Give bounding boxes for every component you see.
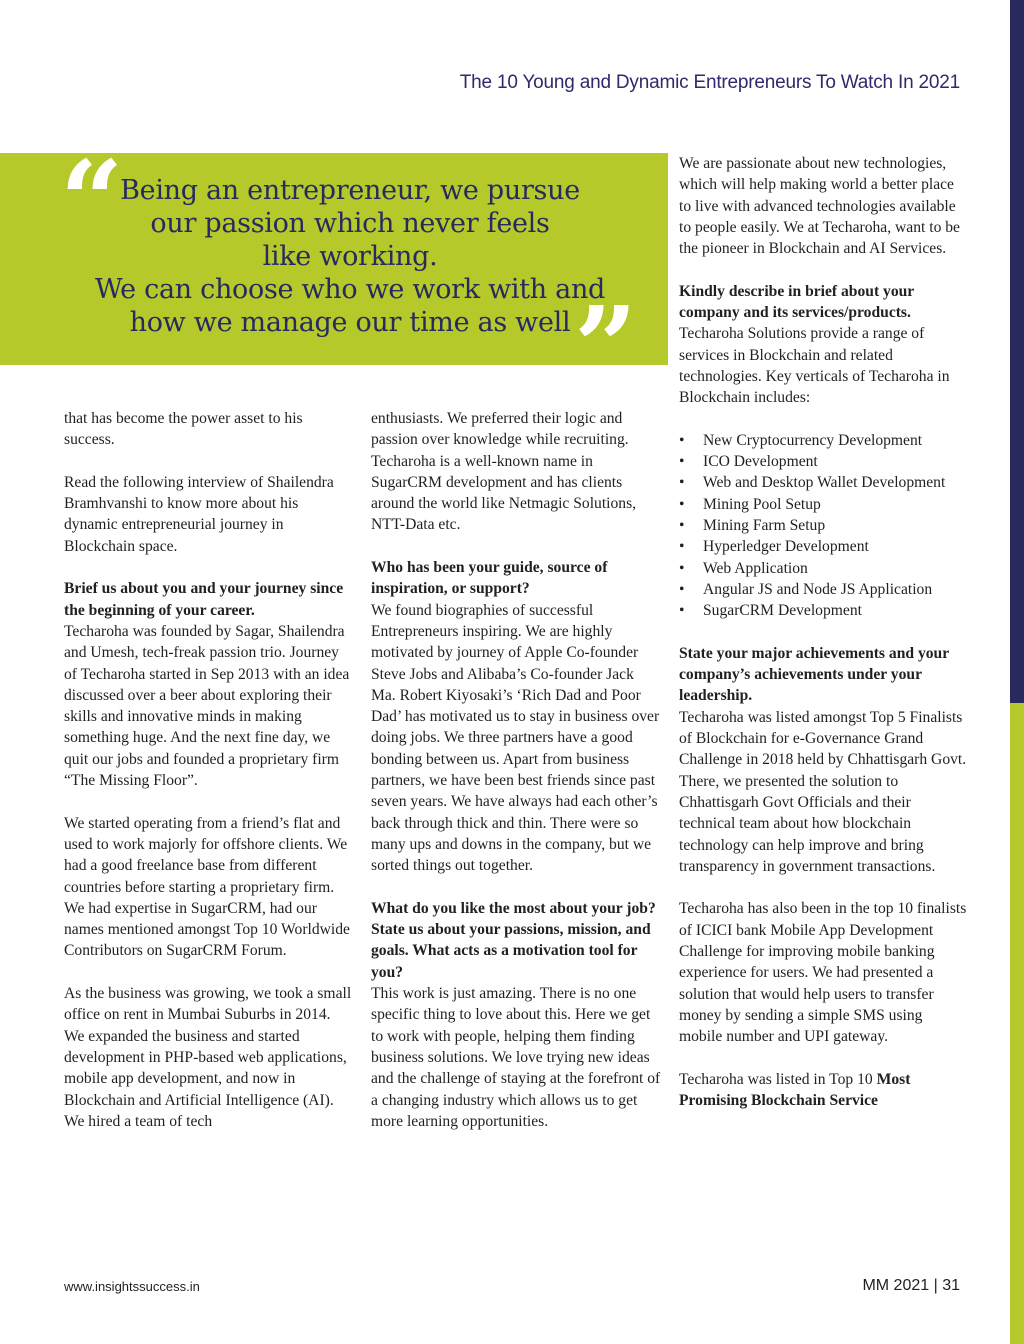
pull-quote-line: Being an entrepreneur, we pursue	[120, 175, 580, 206]
pull-quote-text	[90, 174, 610, 339]
list-item: • Web and Desktop Wallet Development	[679, 472, 969, 493]
interview-answer: We found biographies of successful Entrepreneurs inspiring. We are highly motivated by journey of Apple Co-founder Steve Jobs and Alibaba’s Co-founder Jack Ma. Robert Kiyosaki’s ‘Rich Dad and Poor Dad’ has motivated us to stay in business over doing jobs. We three partners have a good bonding between us. Apart from business partners, we have been best friends since past seven years. We have always had each other’s back through thick and thin. There were so many ups and downs in the company, but we sorted things out together.	[371, 601, 660, 875]
list-item: • Hyperledger Development	[679, 536, 969, 557]
interview-answer: Techaroha Solutions provide a range of services in Blockchain and related technologies. Key verticals of Techaroha in Blockchain includes:	[679, 325, 950, 407]
interview-answer: This work is just amazing. There is no one specific thing to love about this. Here we get to work with people, helping them finding business solutions. We love trying new ideas and the challenge of staying at the forefront of a changing industry which allows us to get more learning opportunities.	[371, 985, 661, 1130]
services-list	[679, 430, 969, 622]
interview-question: What do you like the most about your job? State us about your passions, mission, and goals. What acts as a motivation tool for you?	[371, 899, 656, 981]
list-item: • Angular JS and Node JS Application	[679, 579, 969, 600]
list-item: • Web Application	[679, 558, 969, 579]
qa-block	[679, 643, 969, 877]
paragraph: Techaroha has also been in the top 10 finalists of ICICI bank Mobile App Development Challenge for improving mobile banking experience for users. We had presented a solution that would help users to transfer money by sending a simple SMS using mobile number and UPI gateway.	[679, 900, 967, 1046]
qa-block	[371, 557, 661, 876]
pull-quote-line: We can choose who we work with and	[94, 274, 606, 305]
open-quote-icon: “	[60, 136, 124, 265]
list-item: • Mining Pool Setup	[679, 494, 969, 515]
pull-quote-line: like working.	[262, 241, 438, 272]
side-bar-green	[1010, 703, 1024, 1344]
pull-quote-line: our passion which never feels	[150, 208, 550, 239]
list-item: • Mining Farm Setup	[679, 515, 969, 536]
paragraph: enthusiasts. We preferred their logic and passion over knowledge while recruiting. Techaroha is a well-known name in SugarCRM development and has clients around the world like Netmagic Solutions, NTT-Data etc.	[371, 410, 637, 534]
interview-answer: Techaroha was founded by Sagar, Shailendra and Umesh, tech-freak passion trio. Journey of Techaroha started in Sep 2013 with an idea discussed over a beer about exploring their skills and innovative minds in making something huge. And the next fine day, we quit our jobs and founded a proprietary firm “The Missing Floor”.	[64, 622, 350, 790]
paragraph: We are passionate about new technologies, which will help making world a better place to live with advanced technologies available to people easily. We at Techaroha, want to be the pioneer in Blockchain and AI Services.	[679, 155, 960, 258]
article-column-middle	[371, 408, 661, 1132]
paragraph: We started operating from a friend’s flat and used to work majorly for offshore clients. We had a good freelance base from different countries before starting a proprietary firm. We had expertise in SugarCRM, had our names mentioned amongst Top 10 Worldwide Contributors on SugarCRM Forum.	[64, 814, 350, 960]
paragraph: As the business was growing, we took a small office on rent in Mumbai Suburbs in 2014. We expanded the business and started development in PHP-based web applications, mobile app development, and now in Blockchain and Artificial Intelligence (AI). We hired a team of tech	[64, 985, 352, 1130]
running-header: The 10 Young and Dynamic Entrepreneurs To Watch In 2021	[459, 72, 960, 93]
interview-question: Brief us about you and your journey since the beginning of your career.	[64, 580, 344, 619]
paragraph: that has become the power asset to his success.	[64, 410, 303, 449]
article-column-right	[679, 153, 969, 1111]
qa-block	[64, 578, 354, 791]
list-item: • ICO Development	[679, 451, 969, 472]
footer-page-number: MM 2021 | 31	[862, 1277, 960, 1294]
interview-question: Kindly describe in brief about your company and its services/products.	[679, 282, 914, 322]
article-column-left	[64, 408, 354, 1132]
paragraph: Read the following interview of Shailendra Bramhvanshi to know more about his dynamic entrepreneurial journey in Blockchain space.	[64, 473, 334, 555]
interview-answer: Techaroha was listed amongst Top 5 Finalists of Blockchain for e-Governance Grand Challenge in 2018 held by Chhattisgarh Govt. There, we presented the solution to Chhattisgarh Govt Officials and their technical team about how blockchain technology can help improve and bring transparency in government transactions.	[679, 708, 967, 875]
paragraph-continued	[679, 1069, 969, 1112]
list-item: • New Cryptocurrency Development	[679, 430, 969, 451]
qa-block	[371, 898, 661, 1132]
interview-question: State your major achievements and your company’s achievements under your leadership.	[679, 644, 949, 705]
footer-website: www.insightssuccess.in	[64, 1279, 200, 1294]
side-bar-navy	[1010, 0, 1024, 703]
qa-block	[679, 281, 969, 409]
paragraph-text: Techaroha was listed in Top 10	[679, 1070, 877, 1088]
pull-quote-line: how we manage our time as well	[129, 307, 571, 338]
close-quote-icon: ”	[574, 282, 638, 411]
interview-question: Who has been your guide, source of inspiration, or support?	[371, 559, 608, 598]
bold-phrase: Most Promising Blockchain Service	[679, 1070, 911, 1110]
list-item: • SugarCRM Development	[679, 600, 969, 621]
